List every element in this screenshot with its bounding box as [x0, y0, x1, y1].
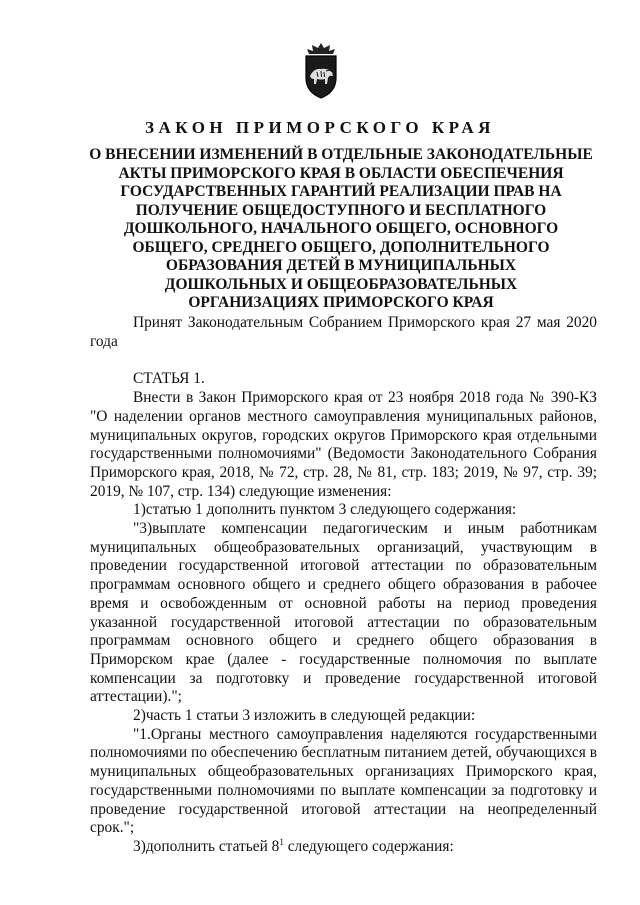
subject-line: АКТЫ ПРИМОРСКОГО КРАЯ В ОБЛАСТИ ОБЕСПЕЧЕНИЯ [118, 164, 564, 182]
subject-line: ОБРАЗОВАНИЯ ДЕТЕЙ В МУНИЦИПАЛЬНЫХ [165, 257, 517, 274]
amendment-item-1: 1)статью 1 дополнить пунктом 3 следующего содержания: [133, 501, 517, 519]
law-body [90, 314, 597, 857]
amendment-item-3-tail: следующего содержания: [283, 837, 454, 855]
subject-line: ПОЛУЧЕНИЕ ОБЩЕДОСТУПНОГО И БЕСПЛАТНОГО [135, 201, 547, 219]
amendment-item-3 [90, 838, 597, 857]
law-title: ЗАКОН ПРИМОРСКОГО КРАЯ [145, 118, 495, 137]
law-subject [85, 146, 597, 313]
subject-line: О ВНЕСЕНИИ ИЗМЕНЕНИЙ В ОТДЕЛЬНЫЕ ЗАКОНОДАТЕЛЬНЫЕ [89, 146, 593, 163]
article-superscript: 1 [279, 836, 284, 847]
amendment-item-2: 2)часть 1 статьи 3 изложить в следующей редакции: [133, 707, 476, 725]
amendment-item-2-text: "1.Органы местного самоуправления наделяются государственными полномочиями по обеспечению бесплатным питанием детей, обучающихся в муниципальных общеобразовательных организациях Приморского края, государственными полномочиями по выплате компенсации за подготовку и проведение государственной итоговой аттестации на неопределенный срок."; [90, 725, 597, 837]
adoption-note: Принят Законодательным Собранием Приморского края 27 мая 2020 года [90, 314, 597, 350]
subject-line: ОБЩЕГО, СРЕДНЕГО ОБЩЕГО, ДОПОЛНИТЕЛЬНОГО [132, 238, 550, 256]
subject-line: ДОШКОЛЬНОГО, НАЧАЛЬНОГО ОБЩЕГО, ОСНОВНОГО [123, 220, 559, 237]
article-intro: Внести в Закон Приморского края от 23 ноября 2018 года № 390-КЗ "О наделении органов местного самоуправления муниципальных районов, муниципальных округов, городских округов Приморского края отдельными государственными полномочиями" (Ведомости Законодательного Собрания Приморского края, 2018, № 72, стр. 28, № 81, стр. 183; 2019, № 97, стр. 39; 2019, № 107, стр. 134) следующие изменения: [90, 389, 597, 500]
coat-of-arms-icon [302, 42, 340, 100]
article-heading: СТАТЬЯ 1. [133, 370, 205, 388]
subject-line: ОРГАНИЗАЦИЯХ ПРИМОРСКОГО КРАЯ [188, 294, 494, 311]
amendment-item-1-text: "3)выплате компенсации педагогическим и иным работникам муниципальных общеобразовательных организаций, участвующим в проведении государственной итоговой аттестации по образовательным программам основного общего и среднего общего образования в рабочее время и освобожденным от основной работы на период проведения указанной государственной итоговой аттестации по образовательным программам основного общего и среднего общего образования в Приморском крае (далее - государственные полномочия по выплате компенсации за подготовку и проведение государственной итоговой аттестации)."; [90, 520, 597, 706]
subject-line: ДОШКОЛЬНЫХ И ОБЩЕОБРАЗОВАТЕЛЬНЫХ [164, 275, 518, 293]
amendment-item-3-text: 3)дополнить статьей 8 [133, 837, 280, 855]
subject-line: ГОСУДАРСТВЕННЫХ ГАРАНТИЙ РЕАЛИЗАЦИИ ПРАВ НА [120, 183, 562, 200]
